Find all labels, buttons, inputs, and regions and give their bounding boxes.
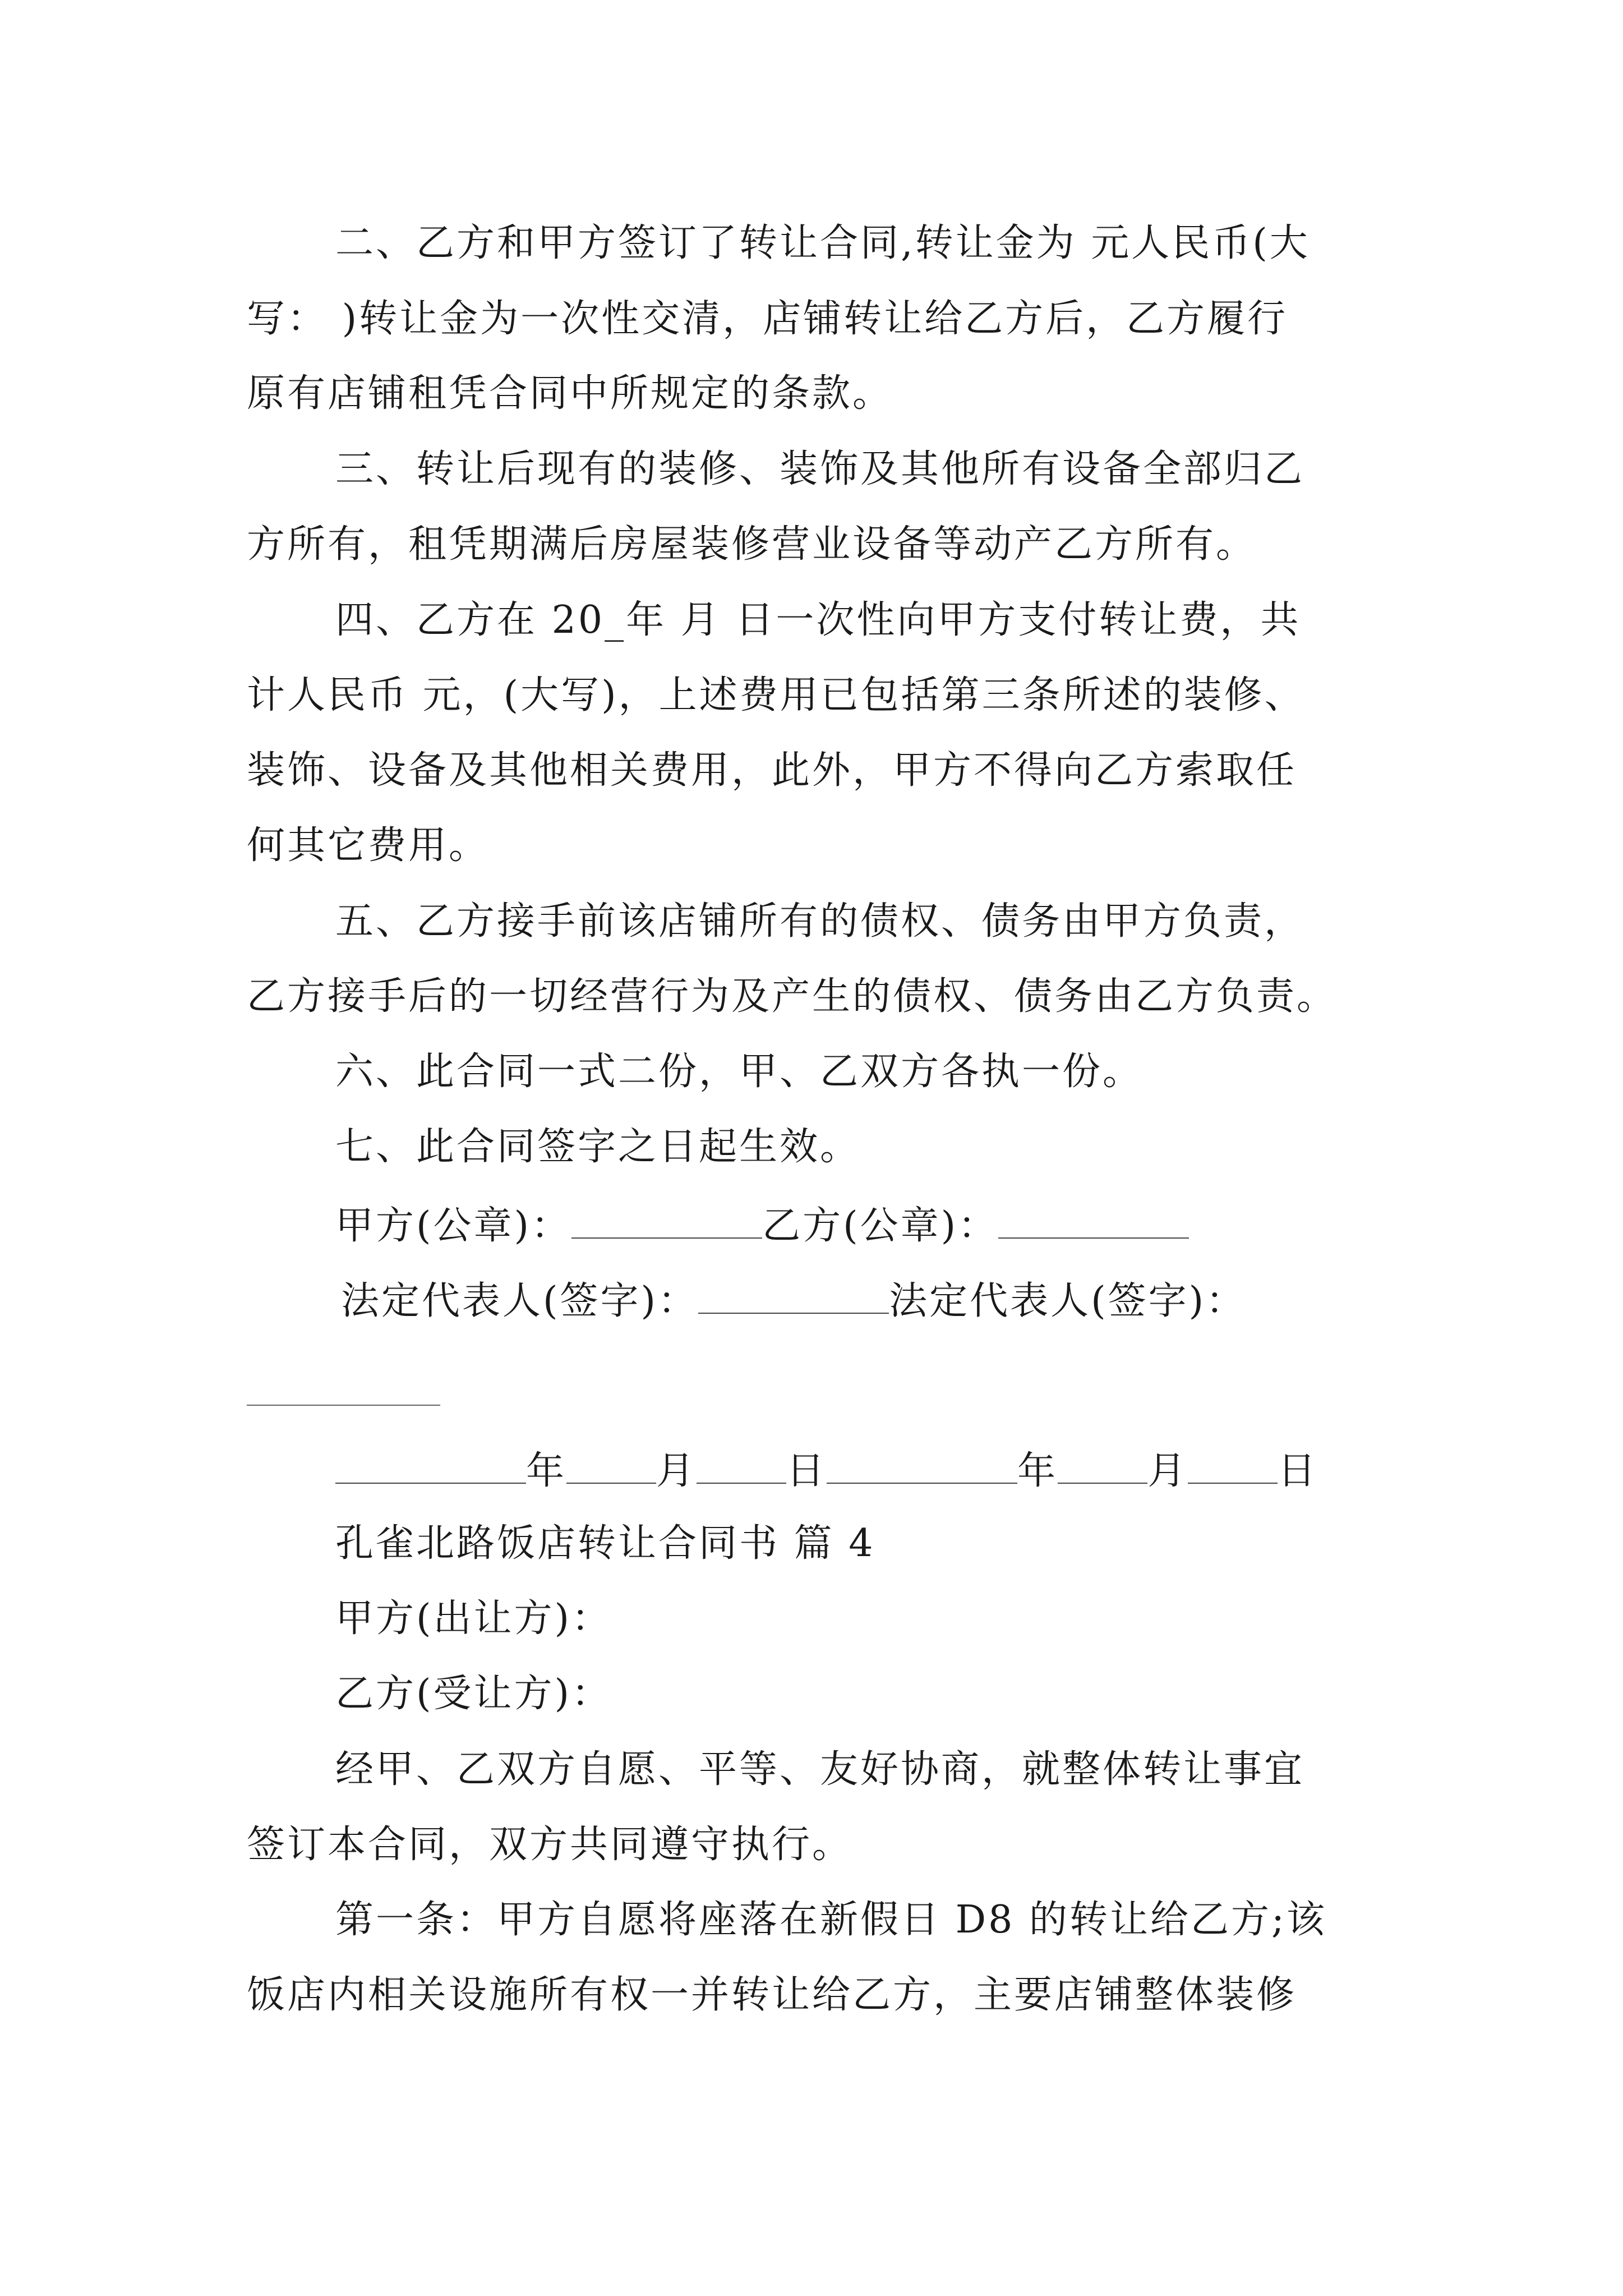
year-a-label: 年	[526, 1449, 567, 1493]
rep-a-blank	[698, 1279, 889, 1314]
month-a-label: 月	[656, 1449, 697, 1493]
year-b-label: 年	[1017, 1449, 1058, 1493]
party-a-seal-label: 甲方(公章)：	[335, 1204, 572, 1248]
clause-3-line-1: 三、转让后现有的装修、装饰及其他所有设备全部归乙	[335, 447, 1305, 491]
clause-6: 六、此合同一式二份，甲、乙双方各执一份。	[335, 1050, 1144, 1094]
day-a-blank	[697, 1449, 786, 1484]
month-a-blank	[566, 1449, 656, 1484]
year-b-blank	[827, 1449, 1017, 1484]
clause-4-line-1: 四、乙方在 20_年 月 日一次性向甲方支付转让费，共	[335, 598, 1301, 642]
representative-line	[341, 1279, 1247, 1323]
clause-5-line-1: 五、乙方接手前该店铺所有的债权、债务由甲方负责，	[335, 899, 1305, 944]
section-4-party-b: 乙方(受让方)：	[335, 1672, 612, 1716]
section-4-party-a: 甲方(出让方)：	[335, 1596, 612, 1641]
section-4-intro-line-1: 经甲、乙双方自愿、平等、友好协商，就整体转让事宜	[335, 1747, 1305, 1792]
rep-a-label: 法定代表人(签字)：	[341, 1279, 699, 1323]
day-b-label: 日	[1278, 1449, 1318, 1493]
article-1-line-2: 饭店内相关设施所有权一并转让给乙方，主要店铺整体装修	[247, 1973, 1297, 2017]
clause-7: 七、此合同签字之日起生效。	[335, 1125, 861, 1169]
date-line	[335, 1449, 1318, 1493]
article-1-line-1: 第一条：甲方自愿将座落在新假日 D8 的转让给乙方;该	[335, 1898, 1327, 1942]
clause-2-line-3: 原有店铺租凭合同中所规定的条款。	[247, 371, 893, 416]
month-b-blank	[1058, 1449, 1147, 1484]
clause-4-line-2: 计人民币 元，(大写)，上述费用已包括第三条所述的装修、	[247, 673, 1305, 717]
clause-2-line-1: 二、乙方和甲方签订了转让合同,转让金为 元人民币(大	[335, 221, 1310, 265]
rep-b-label: 法定代表人(签字)：	[889, 1279, 1247, 1323]
section-4-heading: 孔雀北路饭店转让合同书 篇 4	[335, 1521, 875, 1566]
section-4-intro-line-2: 签订本合同，双方共同遵守执行。	[247, 1823, 853, 1867]
clause-4-line-3: 装饰、设备及其他相关费用，此外，甲方不得向乙方索取任	[247, 748, 1297, 793]
month-b-label: 月	[1147, 1449, 1188, 1493]
seal-line	[335, 1204, 1189, 1248]
party-a-seal-blank	[571, 1204, 762, 1239]
year-a-blank	[335, 1449, 526, 1484]
clause-5-line-2: 乙方接手后的一切经营行为及产生的债权、债务由乙方负责。	[247, 974, 1338, 1019]
day-a-label: 日	[786, 1449, 827, 1493]
clause-2-line-2: 写： )转让金为一次性交清，店铺转让给乙方后，乙方履行	[247, 297, 1288, 341]
party-b-seal-blank	[998, 1204, 1189, 1239]
clause-3-line-2: 方所有，租凭期满后房屋装修营业设备等动产乙方所有。	[247, 522, 1257, 567]
rep-b-blank	[247, 1404, 440, 1406]
day-b-blank	[1188, 1449, 1278, 1484]
party-b-seal-label: 乙方(公章)：	[762, 1204, 999, 1248]
clause-4-line-4: 何其它费用。	[247, 823, 490, 868]
